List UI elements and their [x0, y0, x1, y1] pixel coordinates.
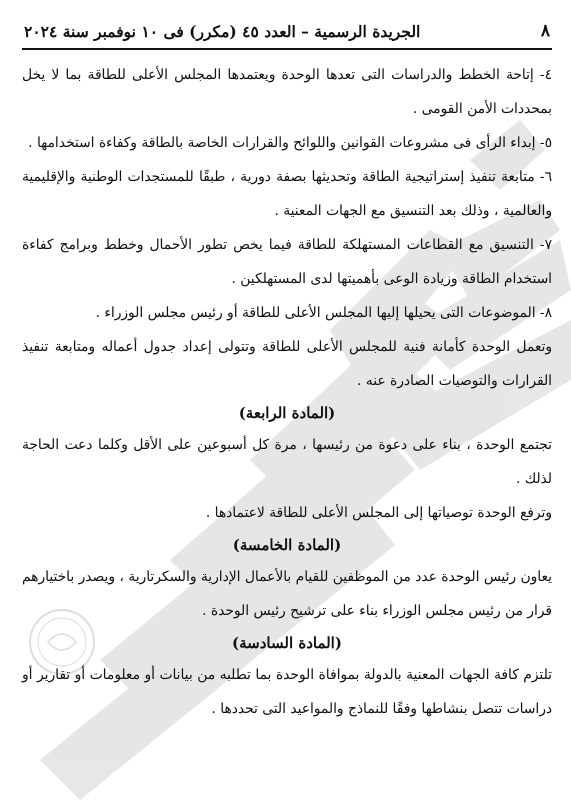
article-heading: (المادة الخامسة): [232, 536, 342, 554]
paragraph: تجتمع الوحدة ، بناء على دعوة من رئيسها ، مرة كل أسبوعين على الأقل وكلما دعت الحاجة لذلك .: [22, 437, 552, 487]
paragraph: ٦- متابعة تنفيذ إستراتيجية الطاقة وتحديثها بصفة دورية ، طبقًا للمستجدات الوطنية والإقليمية والعالمية ، وذلك بعد التنسيق مع الجهات المعنية .: [22, 169, 552, 219]
paragraph: ٥- إبداء الرأى فى مشروعات القوانين واللوائح والقرارات الخاصة بالطاقة وكفاءة استخدامها .: [28, 135, 552, 151]
page-header: [22, 14, 552, 50]
gazette-page: [22, 14, 552, 804]
article-heading: (المادة السادسة): [232, 634, 342, 652]
paragraph: ٤- إتاحة الخطط والدراسات التى تعدها الوحدة ويعتمدها المجلس الأعلى للطاقة بما لا يخل بمحددات الأمن القومى .: [22, 67, 552, 117]
paragraph: ٧- التنسيق مع القطاعات المستهلكة للطاقة فيما يخص تطور الأحمال وخطط وبرامج كفاءة استخدام الطاقة وزيادة الوعى بأهميتها لدى المستهلكين .: [22, 237, 552, 287]
gazette-title: الجريدة الرسمية – العدد ٤٥ (مكرر) فى ١٠ نوفمبر سنة ٢٠٢٤: [24, 21, 421, 41]
paragraph: يعاون رئيس الوحدة عدد من الموظفين للقيام بالأعمال الإدارية والسكرتارية ، ويصدر باختيارهم قرار من رئيس مجلس الوزراء بناء على ترشيح رئيس الوحدة .: [22, 569, 552, 619]
page-number: ٨: [540, 21, 550, 41]
article-heading: (المادة الرابعة): [238, 404, 336, 422]
document-body: [22, 58, 552, 726]
paragraph: تلتزم كافة الجهات المعنية بالدولة بموافاة الوحدة بما تطلبه من بيانات أو معلومات أو تقارير أو دراسات تتصل بنشاطها وفقًا للنماذج والمواعيد التى تحددها .: [22, 667, 552, 717]
paragraph: وترفع الوحدة توصياتها إلى المجلس الأعلى للطاقة لاعتمادها .: [205, 505, 552, 521]
paragraph: وتعمل الوحدة كأمانة فنية للمجلس الأعلى للطاقة وتتولى إعداد جدول أعماله ومتابعة تنفيذ القرارات والتوصيات الصادرة عنه .: [22, 339, 552, 389]
paragraph: ٨- الموضوعات التى يحيلها إليها المجلس الأعلى للطاقة أو رئيس مجلس الوزراء .: [95, 305, 552, 321]
